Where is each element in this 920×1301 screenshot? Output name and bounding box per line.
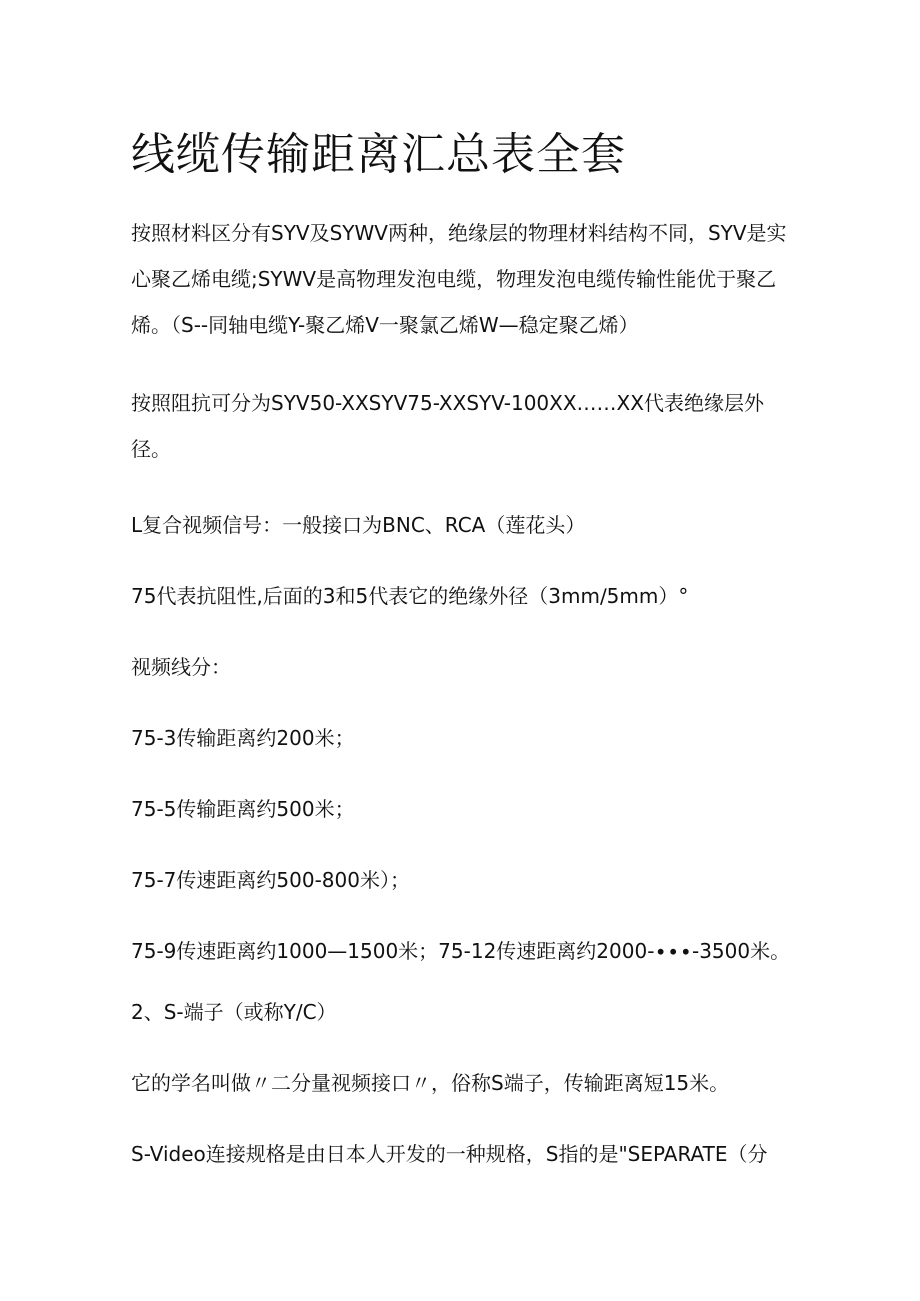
line-s-video-spec: S-Video连接规格是由日本人开发的一种规格，S指的是"SEPARATE（分 (131, 1142, 768, 1166)
line-75-7: 75-7传速距离约500-800米）； (131, 868, 410, 892)
line-75-3: 75-3传输距离约200米； (131, 726, 355, 750)
line-composite-video: L复合视频信号：一般接口为BNC、RCA（莲花头） (131, 513, 586, 537)
document-title: 线缆传输距离汇总表全套 (131, 129, 626, 180)
paragraph-material: 按照材料区分有SYV及SYWV两种，绝缘层的物理材料结构不同，SYV是实心聚乙烯电缆;SYWV是高物理发泡电缆，物理发泡电缆传输性能优于聚乙烯。（S--同轴电缆Y-聚乙烯V一聚氯乙烯W—稳定聚乙烯） (131, 221, 787, 337)
line-75-5: 75-5传输距离约500米； (131, 797, 355, 821)
line-video-cable-heading: 视频线分： (131, 655, 231, 679)
paragraph-impedance: 按照阻抗可分为SYV50-XXSYV75-XXSYV-100XX……XX代表绝缘层外径。 (131, 391, 764, 461)
line-s-terminal-desc: 它的学名叫做〃二分量视频接口〃，俗称S端子，传输距离短15米。 (131, 1071, 730, 1095)
line-impedance-note: 75代表抗阻性,后面的3和5代表它的绝缘外径（3mm∕5mm）° (131, 584, 689, 608)
line-75-9-75-12: 75-9传速距离约1000—1500米；75-12传速距离约2000-∙∙∙-3500米。 (131, 939, 791, 963)
line-s-terminal-heading: 2、S-端子（或称Y/C） (131, 1000, 337, 1024)
